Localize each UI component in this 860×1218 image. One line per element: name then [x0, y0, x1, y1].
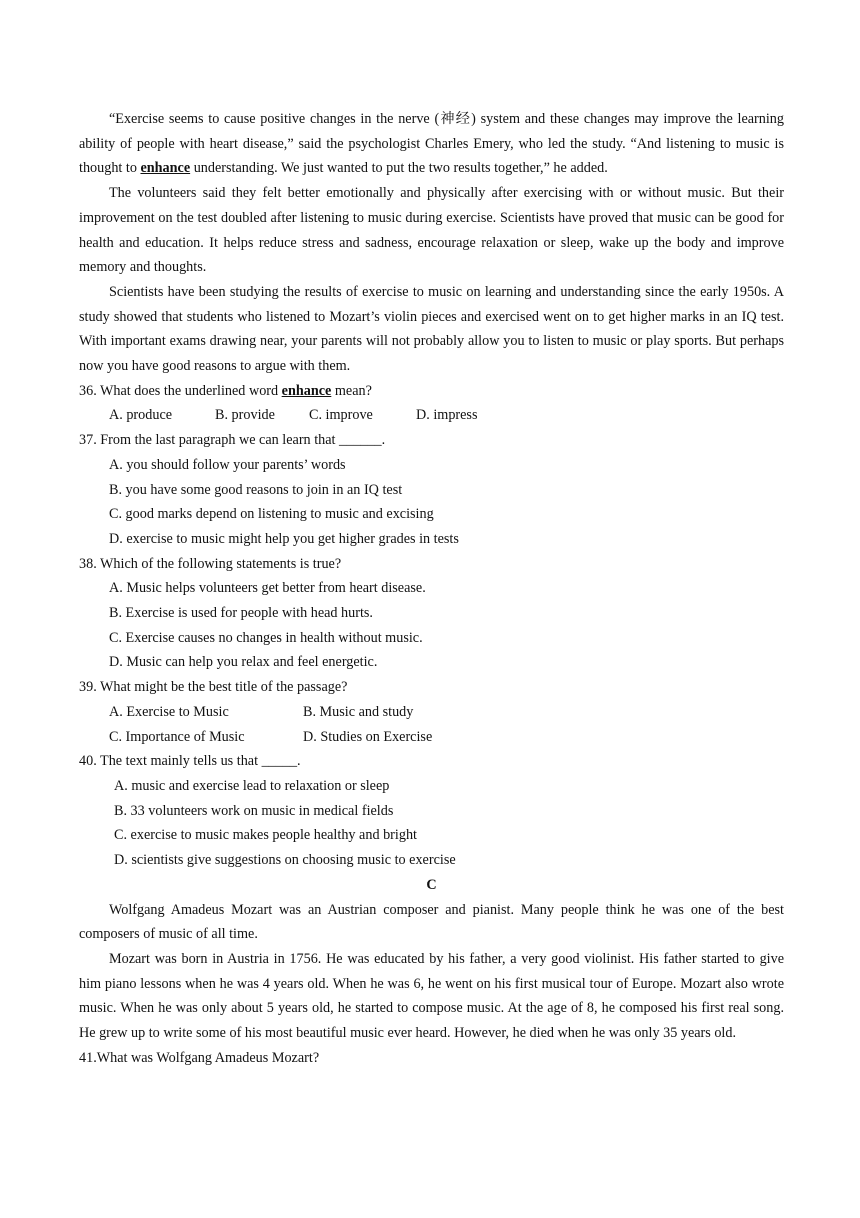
question-stem: 37. From the last paragraph we can learn that ______.	[79, 432, 386, 449]
option-d[interactable]: D. Studies on Exercise	[303, 728, 433, 745]
passage-b-paragraph-2: The volunteers said they felt better emotionally and physically after exercising with or without music. But their improvement on the test doubled after listening to music during exercise. Scientists have proved that music can be good for health and education. It helps reduce stress and sadness, encourage relaxation or sleep, wake up the body and improve memory and thoughts.	[79, 185, 784, 276]
section-heading-c: C	[426, 876, 437, 893]
option-b[interactable]: B. Music and study	[303, 703, 414, 720]
question-36	[79, 379, 784, 428]
question-37	[79, 428, 784, 552]
option-b[interactable]: B. you have some good reasons to join in an IQ test	[109, 481, 403, 498]
option-c[interactable]: C. good marks depend on listening to music and excising	[109, 506, 434, 523]
paragraph-text: understanding. We just wanted to put the two results together,” he added.	[190, 160, 608, 177]
option-a[interactable]: A. Music helps volunteers get better from heart disease.	[109, 580, 426, 597]
underlined-keyword: enhance	[140, 160, 191, 177]
passage-b-paragraph-3: Scientists have been studying the results of exercise to music on learning and understanding since the early 1950s. A study showed that students who listened to Mozart’s violin pieces and exercised went on to get higher marks in an IQ test. With important exams drawing near, your parents will not probably allow you to listen to music or play sports. But perhaps now you have good reasons to argue with them.	[79, 283, 784, 375]
underlined-keyword: enhance	[281, 382, 332, 399]
option-b[interactable]: B. 33 volunteers work on music in medical fields	[114, 802, 394, 819]
question-41	[79, 1046, 784, 1071]
question-stem: 41.What was Wolfgang Amadeus Mozart?	[79, 1049, 320, 1066]
option-d[interactable]: D. exercise to music might help you get higher grades in tests	[109, 530, 459, 547]
option-a[interactable]: A. you should follow your parents’ words	[109, 456, 346, 473]
option-c[interactable]: C. Importance of Music	[109, 728, 245, 745]
passage-b-paragraph-1	[79, 107, 784, 181]
question-stem: 38. Which of the following statements is true?	[79, 555, 342, 572]
question-stem: 40. The text mainly tells us that _____.	[79, 753, 301, 770]
option-c[interactable]: C. improve	[309, 407, 373, 424]
question-39	[79, 675, 784, 749]
option-a[interactable]: A. Exercise to Music	[109, 703, 229, 720]
exam-page	[79, 107, 784, 1070]
option-a[interactable]: A. produce	[109, 407, 173, 424]
question-38	[79, 552, 784, 676]
question-stem: 39. What might be the best title of the passage?	[79, 679, 348, 696]
option-b[interactable]: B. provide	[215, 407, 275, 424]
option-d[interactable]: D. scientists give suggestions on choosing music to exercise	[114, 852, 456, 869]
option-row	[79, 725, 784, 750]
option-d[interactable]: D. Music can help you relax and feel energetic.	[109, 654, 378, 671]
option-c[interactable]: C. Exercise causes no changes in health without music.	[109, 629, 423, 646]
question-stem: 36. What does the underlined word enhance mean?	[79, 382, 372, 399]
option-a[interactable]: A. music and exercise lead to relaxation or sleep	[114, 777, 390, 794]
passage-c-paragraph-2: Mozart was born in Austria in 1756. He was educated by his father, a very good violinist. His father started to give him piano lessons when he was 4 years old. When he was 6, he went on his first musical tour of Europe. Mozart also wrote music. When he was only about 5 years old, he started to compose music. At the age of 8, he composed his first real song. He grew up to write some of his most beautiful music ever heard. However, he died when he was only 35 years old.	[79, 950, 784, 1042]
paragraph-text: “Exercise seems to cause positive changes in the nerve (神经) system and these changes may improve the learning ability of people with heart disease,” said the psychologist Charles Emery, who led the study. “And listening to music is thought to	[79, 111, 784, 177]
option-row	[79, 700, 784, 725]
option-d[interactable]: D. impress	[416, 407, 478, 424]
option-row	[79, 403, 784, 428]
question-40	[79, 749, 784, 873]
passage-c-paragraph-1: Wolfgang Amadeus Mozart was an Austrian composer and pianist. Many people think he was one of the best composers of music of all time.	[79, 901, 784, 943]
option-c[interactable]: C. exercise to music makes people healthy and bright	[114, 827, 417, 844]
option-b[interactable]: B. Exercise is used for people with head hurts.	[109, 605, 373, 622]
